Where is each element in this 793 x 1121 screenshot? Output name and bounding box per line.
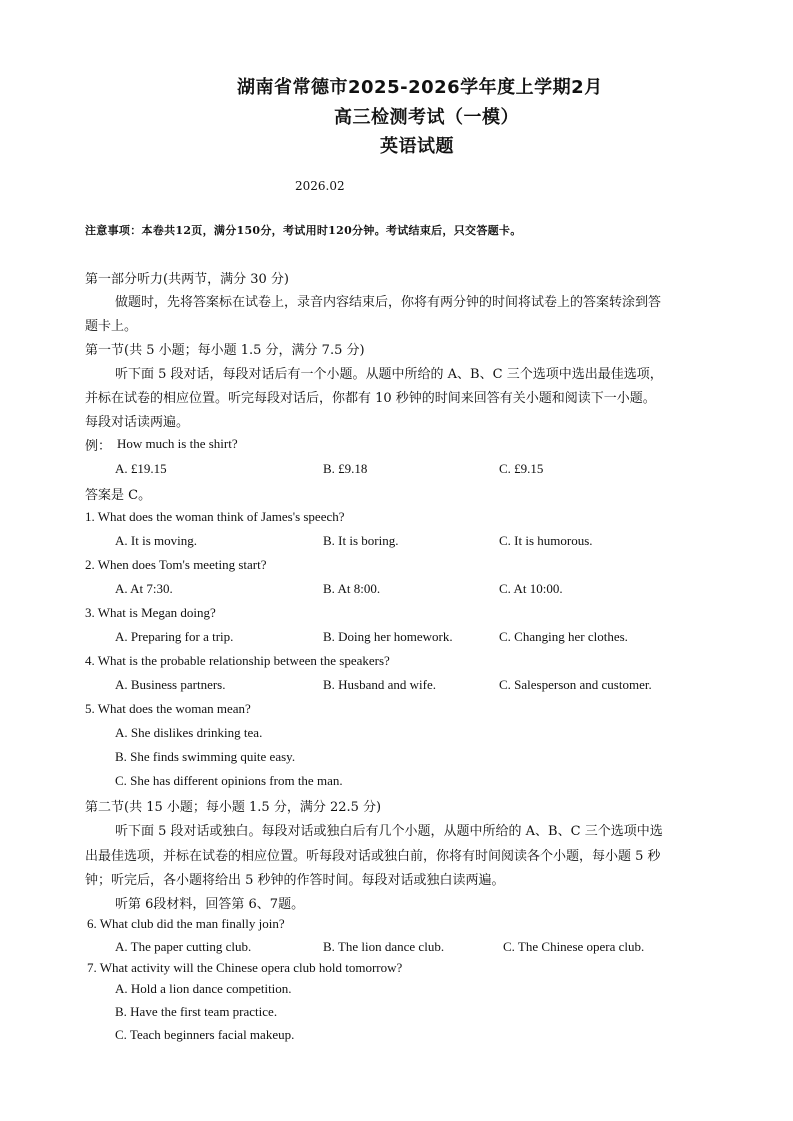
example-answer: 答案是 C。 [85, 488, 152, 503]
part1-intro-line1: 做题时，先将答案标在试卷上，录音内容结束后，你将有两分钟的时间将试卷上的答案转涂到答 [115, 295, 662, 310]
q2-option-c: C. At 10:00. [499, 581, 563, 596]
example-option-b: B. £9.18 [323, 461, 368, 476]
question-2: 2. When does Tom's meeting start? [85, 557, 267, 572]
question-4: 4. What is the probable relationship between the speakers? [85, 653, 390, 668]
q6-option-b: B. The lion dance club. [323, 939, 445, 954]
q4-option-a: A. Business partners. [115, 677, 226, 692]
q3-option-c: C. Changing her clothes. [499, 629, 628, 644]
question-3: 3. What is Megan doing? [85, 605, 216, 620]
example-option-a: A. £19.15 [115, 461, 167, 476]
question-7: 7. What activity will the Chinese opera club hold tomorrow? [87, 960, 403, 975]
q2-option-b: B. At 8:00. [323, 581, 381, 596]
question-5: 5. What does the woman mean? [85, 701, 251, 716]
question-6: 6. What club did the man finally join? [87, 916, 285, 931]
part1-heading: 第一部分听力(共两节，满分 30 分) [85, 272, 289, 287]
part1-intro-line2: 题卡上。 [85, 319, 138, 334]
q5-option-c: C. She has different opinions from the man. [115, 773, 343, 788]
q5-option-b: B. She finds swimming quite easy. [115, 749, 296, 764]
q5-option-a: A. She dislikes drinking tea. [115, 725, 263, 740]
q3-option-b: B. Doing her homework. [323, 629, 453, 644]
exam-date: 2026.02 [295, 179, 345, 193]
exam-title-line2: 高三检测考试（一模） [334, 107, 519, 128]
exam-title-line3: 英语试题 [380, 136, 454, 157]
q1-option-a: A. It is moving. [115, 533, 197, 548]
q2-option-a: A. At 7:30. [115, 581, 173, 596]
q4-option-c: C. Salesperson and customer. [499, 677, 652, 692]
q7-option-a: A. Hold a lion dance competition. [115, 981, 292, 996]
q3-option-a: A. Preparing for a trip. [115, 629, 234, 644]
section1-instr-line2: 并标在试卷的相应位置。听完每段对话后，你都有 10 秒钟的时间来回答有关小题和阅读下一小题。 [85, 391, 656, 406]
material-instruction: 听第 6段材料，回答第 6、7题。 [115, 897, 305, 912]
q7-option-c: C. Teach beginners facial makeup. [115, 1027, 295, 1042]
q6-option-c: C. The Chinese opera club. [503, 939, 645, 954]
example-question: How much is the shirt? [117, 436, 238, 451]
section1-heading: 第一节(共 5 小题；每小题 1.5 分，满分 7.5 分) [85, 343, 365, 358]
section1-instr-line3: 每段对话读两遍。 [85, 415, 190, 430]
q4-option-b: B. Husband and wife. [323, 677, 437, 692]
q1-option-b: B. It is boring. [323, 533, 399, 548]
example-label: 例： [85, 439, 112, 454]
example-option-c: C. £9.15 [499, 461, 544, 476]
question-1: 1. What does the woman think of James's speech? [85, 509, 345, 524]
q1-option-c: C. It is humorous. [499, 533, 593, 548]
section2-instr-line3: 钟；听完后，各小题将给出 5 秒钟的作答时间。每段对话或独白读两遍。 [85, 873, 505, 888]
q6-option-a: A. The paper cutting club. [115, 939, 252, 954]
section2-heading: 第二节(共 15 小题；每小题 1.5 分，满分 22.5 分) [85, 800, 382, 815]
section2-instr-line2: 出最佳选项，并标在试卷的相应位置。听每段对话或独白前，你将有时间阅读各个小题，每小题 5 秒 [85, 849, 661, 864]
notice-text: 注意事项：本卷共12页，满分150分，考试用时120分钟。考试结束后，只交答题卡。 [85, 224, 522, 237]
exam-title-line1: 湖南省常德市2025-2026学年度上学期2月 [237, 77, 603, 98]
section1-instr-line1: 听下面 5 段对话，每段对话后有一个小题。从题中所给的 A、B、C 三个选项中选出最佳选项， [115, 367, 663, 382]
section2-instr-line1: 听下面 5 段对话或独白。每段对话或独白后有几个小题，从题中所给的 A、B、C 三个选项中选 [115, 824, 663, 839]
q7-option-b: B. Have the first team practice. [115, 1004, 278, 1019]
